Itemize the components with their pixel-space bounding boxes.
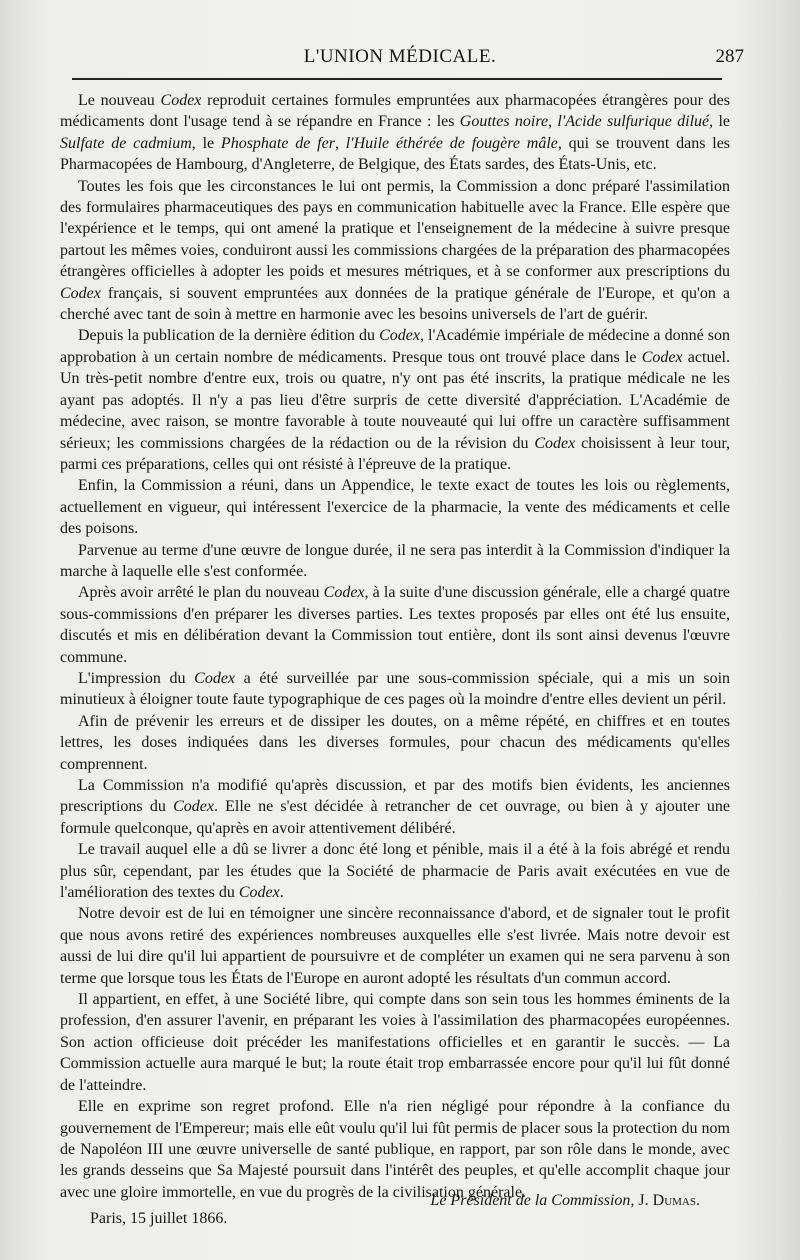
text-run: L'impression du xyxy=(78,669,195,687)
paragraph xyxy=(60,176,730,326)
italic-run: l'Huile éthérée de fougère mâle xyxy=(345,134,558,152)
paragraph xyxy=(60,839,730,903)
paragraph xyxy=(60,540,730,583)
dateline: Paris, 15 juillet 1866. xyxy=(90,1210,228,1227)
paragraph xyxy=(60,1096,730,1203)
text-run: , xyxy=(334,134,346,152)
header-rule xyxy=(72,78,722,80)
paragraph xyxy=(60,90,730,176)
page-number: 287 xyxy=(715,46,744,67)
journal-title: L'UNION MÉDICALE. xyxy=(303,46,497,67)
running-head xyxy=(0,46,800,74)
text-run: , le xyxy=(191,134,221,152)
text-run: , qui se trouvent dans les Pharmacopées de Hambourg, d'Angleterre, de Belgique, des États sardes, des États-Unis, etc. xyxy=(60,134,731,174)
italic-run: Codex xyxy=(173,798,214,816)
paragraph xyxy=(60,711,730,775)
italic-run: Codex xyxy=(194,669,236,687)
text-run: Parvenue au terme d'une œuvre de longue durée, il ne sera pas interdit à la Commission d'indiquer la marche à laquelle elle s'est conformée. xyxy=(60,541,730,580)
italic-run: Gouttes noire xyxy=(459,113,549,131)
paragraph xyxy=(60,668,730,711)
text-run: . Elle ne s'est décidée à retrancher de cet ouvrage, ou bien à y ajouter une formule quelconque, qu'après en avoir attentivement délibéré. xyxy=(60,798,730,837)
text-run: choisissent à leur tour, parmi ces préparations, celles qui ont résisté à l'épreuve de la pratique. xyxy=(60,434,731,473)
paragraph xyxy=(60,582,730,668)
text-run: Le nouveau xyxy=(78,92,161,109)
italic-run: Codex xyxy=(323,584,365,602)
paragraph xyxy=(60,325,730,475)
italic-run: Phosphate de fer xyxy=(220,134,335,152)
italic-run: Codex xyxy=(160,92,202,109)
italic-run: Codex xyxy=(379,327,420,345)
body-text xyxy=(60,90,730,1203)
signature xyxy=(380,1192,700,1210)
paragraph xyxy=(60,903,730,989)
text-run: Enfin, la Commission a réuni, dans un Appendice, le texte exact de toutes les lois ou règlements, actuellement en vigueur, qui intéressent l'exercice de la pharmacie, la vente des médicaments et celle des poisons. xyxy=(60,477,730,538)
text-run: Notre devoir est de lui en témoigner une sincère reconnaissance d'abord, et de signaler tout le profit que nous avons retiré des expériences nombreuses auxquelles elle s'est livrée. Mais notre devoir est aussi de lui dire qu'il lui appartient de poursuivre et de compléter un examen qui ne sera parvenu à son terme que lorsque tous les États de l'Europe en auront adopté les résultats d'un commun accord. xyxy=(60,905,730,987)
paragraph xyxy=(60,475,730,539)
italic-run: Codex xyxy=(641,348,683,366)
signature-title: Le Président de la Commission, xyxy=(430,1192,635,1209)
paragraph xyxy=(60,775,730,839)
text-run: . xyxy=(279,884,284,902)
text-run: , l'Académie impériale de médecine a donné son approbation à un certain nombre de médicaments. Presque tous ont trouvé place dans le xyxy=(60,327,731,366)
text-run: , à la suite d'une discussion générale, elle a chargé quatre sous-commissions d'en préparer les diverses parties. Les textes proposés par elles ont été lus ensuite, discutés et mis en délibération devant la Commission tout entière, dont ils sont ainsi devenus l'œuvre commune. xyxy=(60,584,731,666)
text-run: actuel. Un très-petit nombre d'entre eux, trois ou quatre, n'y ont pas été inscrits, la pratique médicale ne les ayant pas adoptés. Il n'y a pas lieu d'être surpris de cette diversité d'appréciation. L'Académie de médecine, avec raison, se montre favorable à toute nouveauté qui lui offre un caractère suffisamment sérieux; les commissions chargées de la rédaction ou de la révision du xyxy=(60,348,730,452)
italic-run: Sulfate de cadmium xyxy=(60,134,192,152)
text-run: Il appartient, en effet, à une Société libre, qui compte dans son sein tous les hommes éminents de la profession, d'en assurer l'avenir, en préparant les voies à l'assimilation des pharmacopées européennes. Son action officieuse doit précéder les manifestations officielles et en garantir le succès. — La Commission actuelle aura marqué le but; la route était trop embarrassée encore pour qu'il lui fût donné de l'atteindre. xyxy=(60,991,730,1094)
italic-run: Codex xyxy=(534,434,576,452)
text-run: Après avoir arrêté le plan du nouveau xyxy=(78,584,324,602)
text-run: La Commission n'a modifié qu'après discussion, et par des motifs bien évidents, les anciennes prescriptions du xyxy=(60,777,730,816)
paragraph xyxy=(60,989,730,1096)
text-run: a été surveillée par une sous-commission spéciale, qui a mis un soin minutieux à éloigner toute faute typographique de ces pages où la moindre d'entre elles devient un péril. xyxy=(60,669,731,709)
italic-run: Codex xyxy=(60,284,101,302)
text-run: Depuis la publication de la dernière édition du xyxy=(78,327,380,345)
signature-name: J. Dumas. xyxy=(638,1192,700,1209)
text-run: , le xyxy=(709,113,731,131)
italic-run: l'Acide sulfurique dilué xyxy=(557,113,710,131)
text-run: reproduit certaines formules empruntées aux pharmacopées étrangères pour des médicaments dont l'usage tend à se répandre en France : les xyxy=(60,92,731,131)
text-run: Le travail auquel elle a dû se livrer a donc été long et pénible, mais il a été à la fois abrégé et rendu plus sûr, cependant, par les études que la Société de pharmacie de Paris avait exécutées en vue de l'amélioration des textes du xyxy=(60,841,730,902)
text-run: , xyxy=(548,113,558,131)
text-run: français, si souvent empruntées aux données de la pratique générale de l'Europe, et qu'on a cherché avec tant de soin à mettre en harmonie avec les besoins universels de l'art de guérir. xyxy=(60,284,730,324)
text-run: Elle en exprime son regret profond. Elle n'a rien négligé pour répondre à la confiance du gouvernement de l'Empereur; mais elle eût voulu qu'il lui fût permis de placer sous la protection du nom de Napoléon III une œuvre universelle de santé publique, en rapport, par son rôle dans le monde, avec les grands desseins que Sa Majesté poursuit dans l'intérêt des peuples, et qu'elle accomplit chaque jour avec une gloire immortelle, en vue du progrès de la civilisation générale. xyxy=(60,1098,730,1201)
italic-run: Codex xyxy=(238,884,280,902)
text-run: Afin de prévenir les erreurs et de dissiper les doutes, on a même répété, en chiffres et en toutes lettres, les doses indiquées dans les diverses formules, pour chacun des médicaments qu'elles comprennent. xyxy=(60,712,730,773)
text-run: Toutes les fois que les circonstances le lui ont permis, la Commission a donc préparé l'assimilation des formulaires pharmaceutiques des pays en communication habituelle avec la France. Elle espère que l'expérience et le temps, qui ont amené la pratique et l'enseignement de la médecine à suivre presque partout les mêmes voies, conduiront aussi les commissions chargées de la préparation des pharmacopées étrangères officielles à adopter les poids et mesures métriques, et à se conformer aux prescriptions du xyxy=(60,177,730,281)
